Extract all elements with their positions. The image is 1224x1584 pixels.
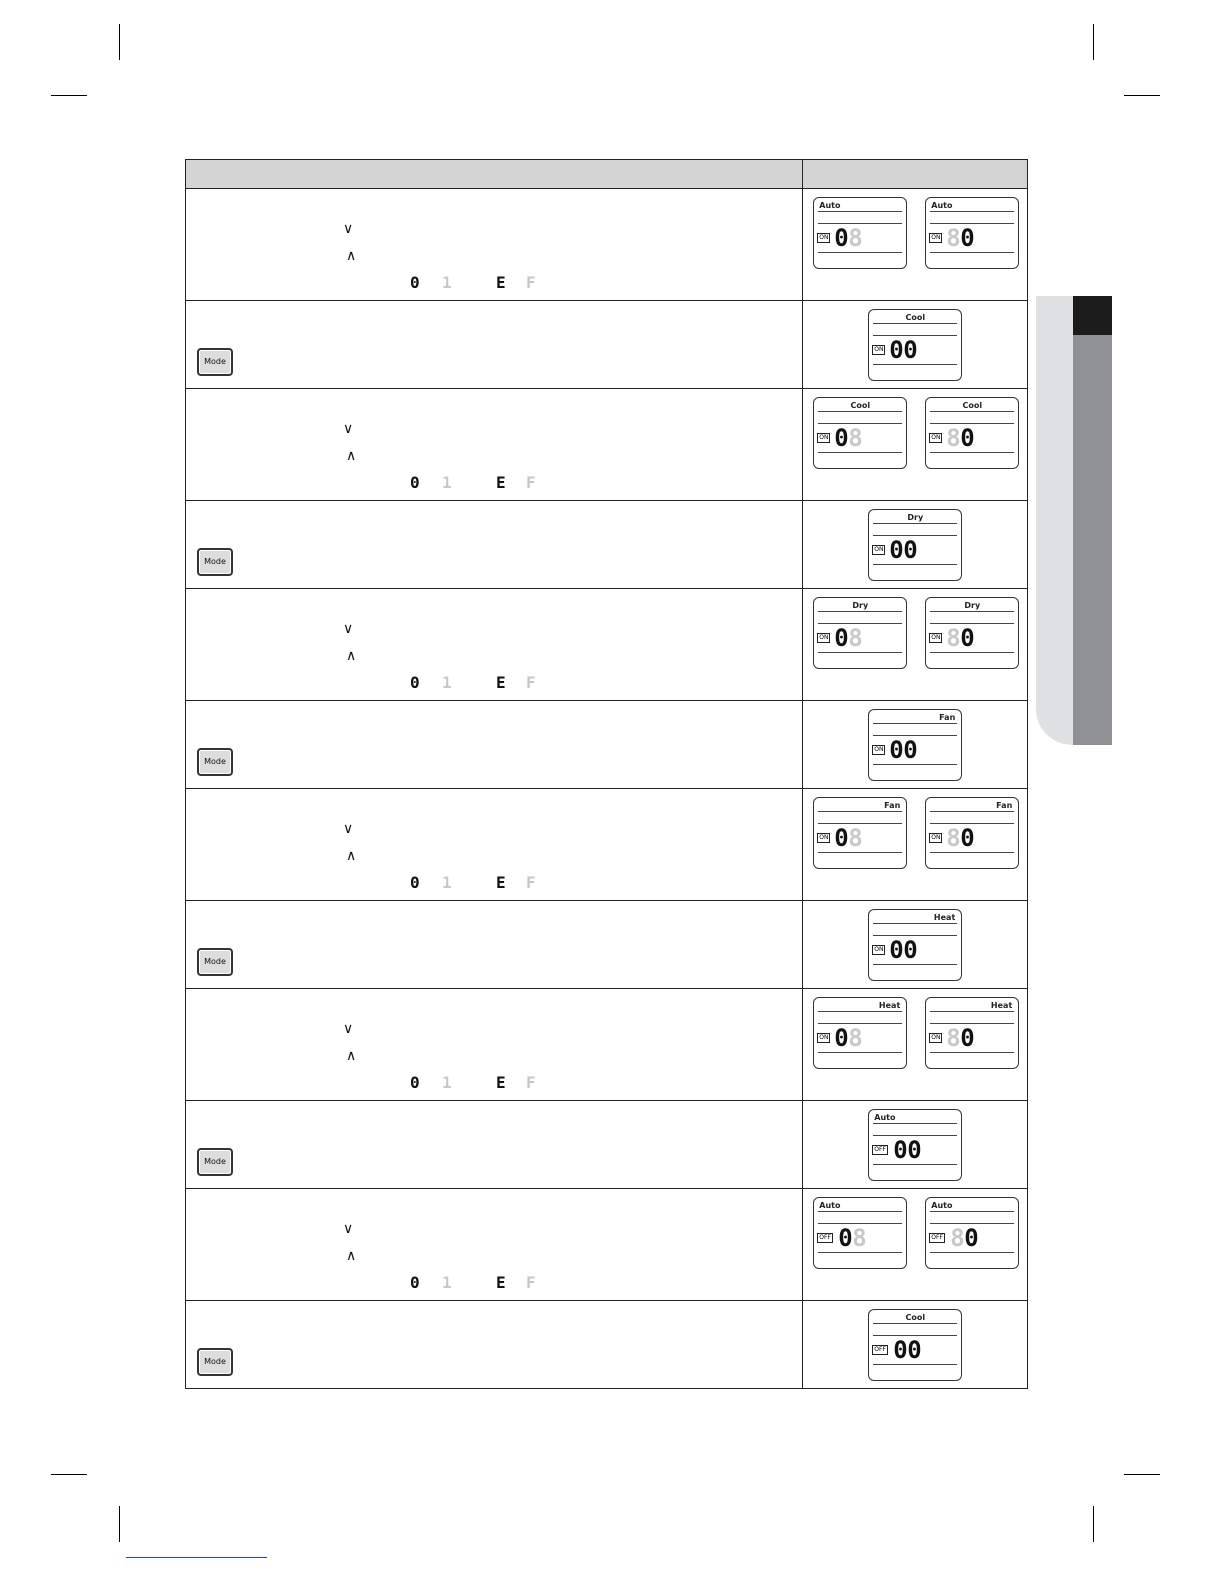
instruction-cell — [186, 589, 803, 701]
digit-second: 8 — [848, 424, 862, 452]
display-cell — [803, 301, 1028, 389]
sequence-digit: E — [496, 273, 506, 292]
remote-display — [813, 597, 907, 669]
mode-label: Heat — [990, 1001, 1013, 1010]
display-rule — [873, 1123, 957, 1124]
sequence-digit: E — [496, 1073, 506, 1092]
digit-first: 8 — [946, 824, 960, 852]
mode-button[interactable]: Mode — [197, 348, 233, 376]
digit-second: 8 — [848, 224, 862, 252]
display-rule — [873, 1164, 957, 1165]
sequence-digit: 0 — [410, 1073, 420, 1092]
digit-second: 0 — [903, 936, 917, 964]
remote-display — [813, 997, 907, 1069]
mode-label: Cool — [905, 1313, 926, 1322]
crop-mark — [1124, 1474, 1160, 1475]
up-arrow-icon: ∧ — [346, 248, 357, 264]
display-cell — [803, 501, 1028, 589]
display-rule — [930, 811, 1014, 812]
digit-second: 8 — [848, 824, 862, 852]
mode-label: Fan — [884, 801, 901, 810]
on-off-indicator: ON — [819, 634, 829, 641]
remote-display — [925, 997, 1019, 1069]
display-rule — [818, 411, 902, 412]
mode-label: Auto — [874, 1113, 896, 1122]
on-off-indicator: OFF — [874, 1146, 886, 1153]
digit-second: 0 — [903, 736, 917, 764]
mode-label: Heat — [878, 1001, 901, 1010]
mode-label: Auto — [819, 1201, 841, 1210]
on-off-indicator: OFF — [874, 1346, 886, 1353]
on-off-indicator: ON — [874, 746, 884, 753]
display-cell — [803, 1101, 1028, 1189]
display-cell — [803, 901, 1028, 989]
crop-mark — [51, 1474, 87, 1475]
header-instructions — [186, 160, 803, 189]
remote-display — [925, 797, 1019, 869]
display-rule — [818, 611, 902, 612]
down-arrow-icon: ∨ — [343, 621, 354, 637]
display-rule — [930, 1211, 1014, 1212]
up-arrow-icon: ∧ — [346, 448, 357, 464]
table-row — [186, 901, 1028, 989]
digit-first: 8 — [946, 224, 960, 252]
remote-display — [868, 309, 962, 381]
sequence-digit: 0 — [410, 673, 420, 692]
sequence-digit: 1 — [442, 273, 452, 292]
table-header-row — [186, 160, 1028, 189]
table-row — [186, 301, 1028, 389]
table-row — [186, 1101, 1028, 1189]
mode-button[interactable]: Mode — [197, 1348, 233, 1376]
instruction-cell — [186, 189, 803, 301]
display-rule — [818, 1252, 902, 1253]
digit-second: 0 — [903, 336, 917, 364]
digit-first: 0 — [834, 424, 848, 452]
digit-first: 0 — [834, 1024, 848, 1052]
on-off-indicator: OFF — [931, 1234, 943, 1241]
display-cell — [803, 989, 1028, 1101]
up-arrow-icon: ∧ — [346, 1248, 357, 1264]
digit-first: 0 — [889, 936, 903, 964]
header-display — [803, 160, 1028, 189]
display-rule — [818, 811, 902, 812]
mode-label: Fan — [939, 713, 956, 722]
up-arrow-icon: ∧ — [346, 848, 357, 864]
mode-button[interactable]: Mode — [197, 748, 233, 776]
on-off-indicator: ON — [931, 234, 941, 241]
digit-second: 8 — [848, 1024, 862, 1052]
remote-display — [868, 1109, 962, 1181]
display-rule — [873, 1364, 957, 1365]
crop-mark — [1093, 1506, 1094, 1542]
display-rule — [818, 1211, 902, 1212]
display-rule — [930, 411, 1014, 412]
table-row — [186, 1301, 1028, 1389]
display-rule — [818, 852, 902, 853]
display-rule — [930, 211, 1014, 212]
display-rule — [873, 1323, 957, 1324]
digit-first: 0 — [893, 1136, 907, 1164]
display-rule — [930, 452, 1014, 453]
instruction-cell — [186, 901, 803, 989]
display-cell — [803, 1301, 1028, 1389]
instruction-cell — [186, 1189, 803, 1301]
down-arrow-icon: ∨ — [343, 1221, 354, 1237]
digit-second: 0 — [903, 536, 917, 564]
display-rule — [818, 452, 902, 453]
sequence-digit: 0 — [410, 273, 420, 292]
table-row — [186, 189, 1028, 301]
digit-first: 8 — [950, 1224, 964, 1252]
digit-first: 0 — [889, 536, 903, 564]
remote-display — [868, 509, 962, 581]
digit-first: 0 — [834, 824, 848, 852]
mode-label: Dry — [907, 513, 924, 522]
mode-label: Dry — [852, 601, 869, 610]
remote-display — [925, 397, 1019, 469]
sequence-digit: 0 — [410, 1273, 420, 1292]
sequence-digit: 0 — [410, 873, 420, 892]
mode-label: Heat — [933, 913, 956, 922]
remote-display — [813, 797, 907, 869]
mode-button[interactable]: Mode — [197, 1148, 233, 1176]
sequence-digit: F — [526, 1273, 536, 1292]
mode-label: Cool — [850, 401, 871, 410]
crop-mark — [1093, 24, 1094, 60]
down-arrow-icon: ∨ — [343, 1021, 354, 1037]
instruction-cell — [186, 1301, 803, 1389]
crop-mark — [51, 95, 87, 96]
on-off-indicator: OFF — [819, 1234, 831, 1241]
sequence-digit: 1 — [442, 1073, 452, 1092]
instruction-cell — [186, 389, 803, 501]
procedure-table — [185, 159, 1028, 1389]
on-off-indicator: ON — [931, 834, 941, 841]
sequence-digit: 1 — [442, 873, 452, 892]
sequence-digit: E — [496, 673, 506, 692]
digit-second: 0 — [960, 1024, 974, 1052]
sequence-digit: 1 — [442, 673, 452, 692]
digit-first: 8 — [946, 624, 960, 652]
digit-first: 8 — [946, 424, 960, 452]
chapter-tab-bar — [1073, 335, 1112, 745]
digit-second: 0 — [960, 424, 974, 452]
instruction-cell — [186, 701, 803, 789]
display-cell — [803, 701, 1028, 789]
display-rule — [873, 364, 957, 365]
on-off-indicator: ON — [819, 834, 829, 841]
display-cell — [803, 389, 1028, 501]
link-underline — [126, 1557, 267, 1558]
up-arrow-icon: ∧ — [346, 648, 357, 664]
display-rule — [873, 323, 957, 324]
mode-label: Auto — [819, 201, 841, 210]
instruction-cell — [186, 989, 803, 1101]
display-rule — [930, 852, 1014, 853]
display-rule — [818, 1052, 902, 1053]
display-rule — [818, 652, 902, 653]
mode-label: Auto — [931, 201, 953, 210]
on-off-indicator: ON — [931, 434, 941, 441]
on-off-indicator: ON — [819, 1034, 829, 1041]
display-rule — [818, 1011, 902, 1012]
sequence-digit: F — [526, 273, 536, 292]
instruction-cell — [186, 1101, 803, 1189]
remote-display — [813, 397, 907, 469]
up-arrow-icon: ∧ — [346, 1048, 357, 1064]
display-cell — [803, 589, 1028, 701]
digit-second: 0 — [964, 1224, 978, 1252]
table-row — [186, 701, 1028, 789]
sequence-digit: E — [496, 1273, 506, 1292]
mode-label: Cool — [905, 313, 926, 322]
down-arrow-icon: ∨ — [343, 221, 354, 237]
digit-first: 0 — [834, 624, 848, 652]
display-rule — [873, 523, 957, 524]
table-row — [186, 389, 1028, 501]
instruction-cell — [186, 301, 803, 389]
crop-mark — [119, 24, 120, 60]
on-off-indicator: ON — [931, 634, 941, 641]
display-rule — [930, 1252, 1014, 1253]
on-off-indicator: ON — [819, 434, 829, 441]
table-row — [186, 501, 1028, 589]
instruction-cell — [186, 501, 803, 589]
table-row — [186, 589, 1028, 701]
display-cell — [803, 1189, 1028, 1301]
crop-mark — [119, 1506, 120, 1542]
digit-second: 0 — [907, 1136, 921, 1164]
remote-display — [925, 197, 1019, 269]
display-rule — [873, 723, 957, 724]
on-off-indicator: ON — [874, 546, 884, 553]
digit-first: 8 — [946, 1024, 960, 1052]
display-rule — [873, 964, 957, 965]
sequence-digit: F — [526, 673, 536, 692]
on-off-indicator: ON — [819, 234, 829, 241]
mode-button[interactable]: Mode — [197, 948, 233, 976]
on-off-indicator: ON — [874, 946, 884, 953]
remote-display — [813, 197, 907, 269]
display-rule — [818, 211, 902, 212]
remote-display — [925, 1197, 1019, 1269]
digit-first: 0 — [893, 1336, 907, 1364]
on-off-indicator: ON — [931, 1034, 941, 1041]
remote-display — [868, 909, 962, 981]
down-arrow-icon: ∨ — [343, 421, 354, 437]
digit-first: 0 — [889, 336, 903, 364]
digit-first: 0 — [838, 1224, 852, 1252]
sequence-digit: E — [496, 873, 506, 892]
sequence-digit: 1 — [442, 1273, 452, 1292]
remote-display — [868, 709, 962, 781]
instruction-cell — [186, 789, 803, 901]
sequence-digit: 0 — [410, 473, 420, 492]
sequence-digit: E — [496, 473, 506, 492]
table-row — [186, 989, 1028, 1101]
digit-first: 0 — [889, 736, 903, 764]
digit-second: 0 — [960, 224, 974, 252]
digit-first: 0 — [834, 224, 848, 252]
display-rule — [930, 1011, 1014, 1012]
digit-second: 0 — [907, 1336, 921, 1364]
digit-second: 0 — [960, 824, 974, 852]
display-rule — [930, 252, 1014, 253]
display-rule — [818, 252, 902, 253]
sequence-digit: F — [526, 873, 536, 892]
display-rule — [930, 652, 1014, 653]
remote-display — [868, 1309, 962, 1381]
mode-button[interactable]: Mode — [197, 548, 233, 576]
digit-second: 0 — [960, 624, 974, 652]
remote-display — [925, 597, 1019, 669]
crop-mark — [1124, 95, 1160, 96]
display-rule — [873, 764, 957, 765]
display-rule — [930, 611, 1014, 612]
table-row — [186, 789, 1028, 901]
mode-label: Fan — [996, 801, 1013, 810]
remote-display — [813, 1197, 907, 1269]
mode-label: Cool — [962, 401, 983, 410]
display-rule — [873, 923, 957, 924]
sequence-digit: 1 — [442, 473, 452, 492]
mode-label: Auto — [931, 1201, 953, 1210]
sequence-digit: F — [526, 1073, 536, 1092]
on-off-indicator: ON — [874, 346, 884, 353]
display-cell — [803, 789, 1028, 901]
table-row — [186, 1189, 1028, 1301]
down-arrow-icon: ∨ — [343, 821, 354, 837]
display-rule — [873, 564, 957, 565]
mode-label: Dry — [964, 601, 981, 610]
display-cell — [803, 189, 1028, 301]
chapter-tab-marker — [1073, 296, 1112, 335]
display-rule — [930, 1052, 1014, 1053]
digit-second: 8 — [848, 624, 862, 652]
digit-second: 8 — [852, 1224, 866, 1252]
sequence-digit: F — [526, 473, 536, 492]
